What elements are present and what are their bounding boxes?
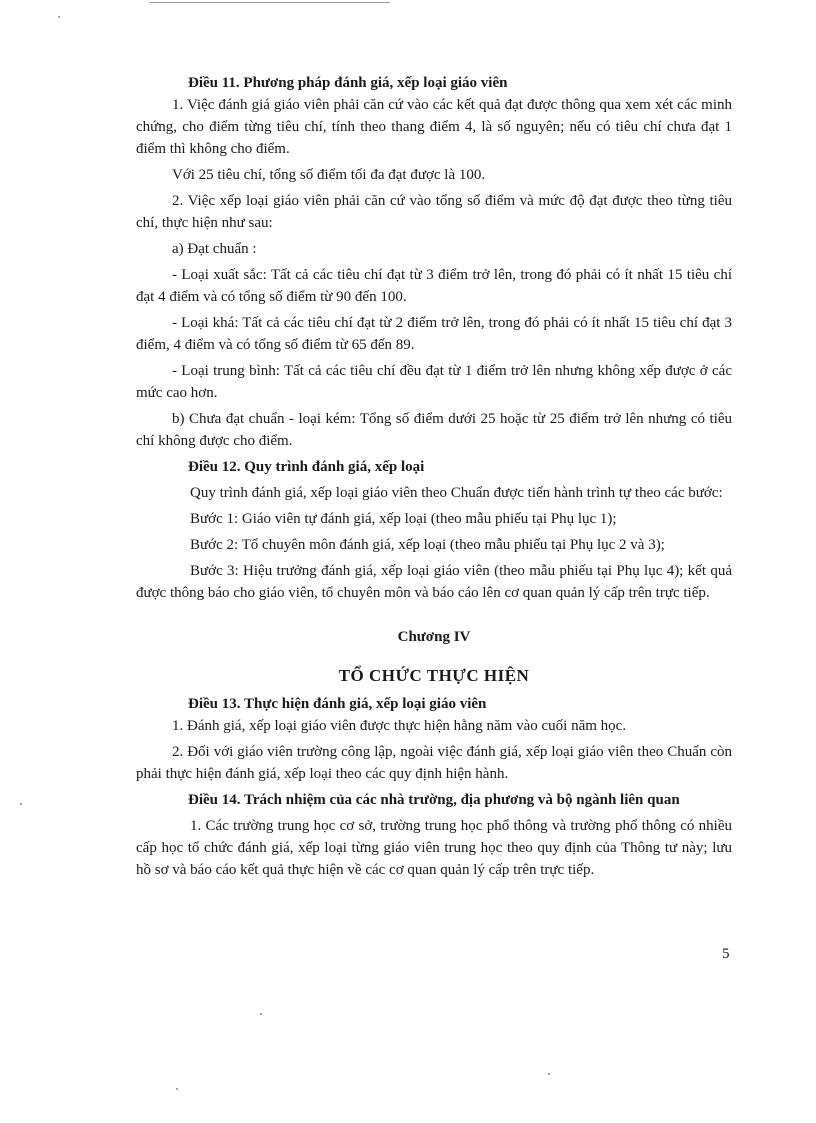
article-11-paragraph-2: Với 25 tiêu chí, tổng số điểm tối đa đạt được là 100.: [172, 167, 486, 183]
scan-artifact-dot: [260, 1013, 262, 1015]
scan-artifact-top: [150, 2, 390, 3]
article-12-step-2: Bước 2: Tổ chuyên môn đánh giá, xếp loại (theo mẫu phiếu tại Phụ lục 2 và 3);: [190, 537, 665, 553]
scan-artifact-dot: [58, 16, 60, 18]
scan-artifact-dot: [548, 1073, 550, 1075]
article-11-paragraph-3: 2. Việc xếp loại giáo viên phải căn cứ vào tổng số điểm và mức độ đạt được theo từng tiêu chí, thực hiện như sau:: [136, 193, 732, 231]
chapter-label: Chương IV: [397, 629, 471, 645]
article-11-paragraph-1: 1. Việc đánh giá giáo viên phải căn cứ vào các kết quả đạt được thông qua xem xét các minh chứng, cho điểm từng tiêu chí, tính theo thang điểm 4, là số nguyên; nếu có tiêu chí chưa đạt 1 điểm thì không cho điểm.: [136, 97, 732, 157]
article-12-step-3: Bước 3: Hiệu trưởng đánh giá, xếp loại giáo viên (theo mẫu phiếu tại Phụ lục 4); kết quả được thông báo cho giáo viên, tổ chuyên môn và báo cáo lên cơ quan quản lý cấp trên trực tiếp.: [136, 563, 732, 601]
article-11-good: - Loại khá: Tất cả các tiêu chí đạt từ 2 điểm trở lên, trong đó phải có ít nhất 15 tiêu chí đạt 3 điểm, 4 điểm và có tổng số điểm từ 65 đến 89.: [136, 315, 732, 353]
scan-artifact-dot: [20, 803, 22, 805]
article-14-heading: Điều 14. Trách nhiệm của các nhà trường, địa phương và bộ ngành liên quan: [188, 792, 680, 808]
chapter-title: TỔ CHỨC THỰC HIỆN: [338, 666, 530, 685]
article-13-paragraph-1: 1. Đánh giá, xếp loại giáo viên được thực hiện hằng năm vào cuối năm học.: [172, 718, 627, 734]
article-12-step-1: Bước 1: Giáo viên tự đánh giá, xếp loại (theo mẫu phiếu tại Phụ lục 1);: [190, 511, 617, 527]
article-12-heading: Điều 12. Quy trình đánh giá, xếp loại: [188, 459, 425, 475]
article-12-paragraph-1: Quy trình đánh giá, xếp loại giáo viên theo Chuẩn được tiến hành trình tự theo các bước:: [190, 485, 723, 501]
article-13-paragraph-2: 2. Đối với giáo viên trường công lập, ngoài việc đánh giá, xếp loại giáo viên theo Chuẩn còn phải thực hiện đánh giá, xếp loại theo các quy định hiện hành.: [136, 744, 732, 782]
scan-artifact-dot: [176, 1088, 178, 1090]
article-11-standard-met: a) Đạt chuẩn :: [172, 241, 257, 257]
document-body: [136, 72, 732, 881]
article-11-below-standard: b) Chưa đạt chuẩn - loại kém: Tổng số điểm dưới 25 hoặc từ 25 điểm trở lên nhưng có tiêu chí không được cho điểm.: [136, 411, 732, 449]
article-11-excellent: - Loại xuất sắc: Tất cả các tiêu chí đạt từ 3 điểm trở lên, trong đó phải có ít nhất 15 tiêu chí đạt 4 điểm và có tổng số điểm từ 90 đến 100.: [136, 267, 732, 305]
article-11-heading: Điều 11. Phương pháp đánh giá, xếp loại giáo viên: [188, 75, 508, 91]
article-11-average: - Loại trung bình: Tất cả các tiêu chí đều đạt từ 1 điểm trở lên nhưng không xếp được ở các mức cao hơn.: [136, 363, 732, 401]
page-number: 5: [722, 946, 730, 962]
article-13-heading: Điều 13. Thực hiện đánh giá, xếp loại giáo viên: [188, 696, 487, 712]
article-14-paragraph-1: 1. Các trường trung học cơ sở, trường trung học phổ thông và trường phổ thông có nhiều cấp học tổ chức đánh giá, xếp loại từng giáo viên trung học theo quy định của Thông tư này; lưu hồ sơ và báo cáo kết quả thực hiện về các cơ quan quản lý cấp trên trực tiếp.: [136, 818, 732, 878]
